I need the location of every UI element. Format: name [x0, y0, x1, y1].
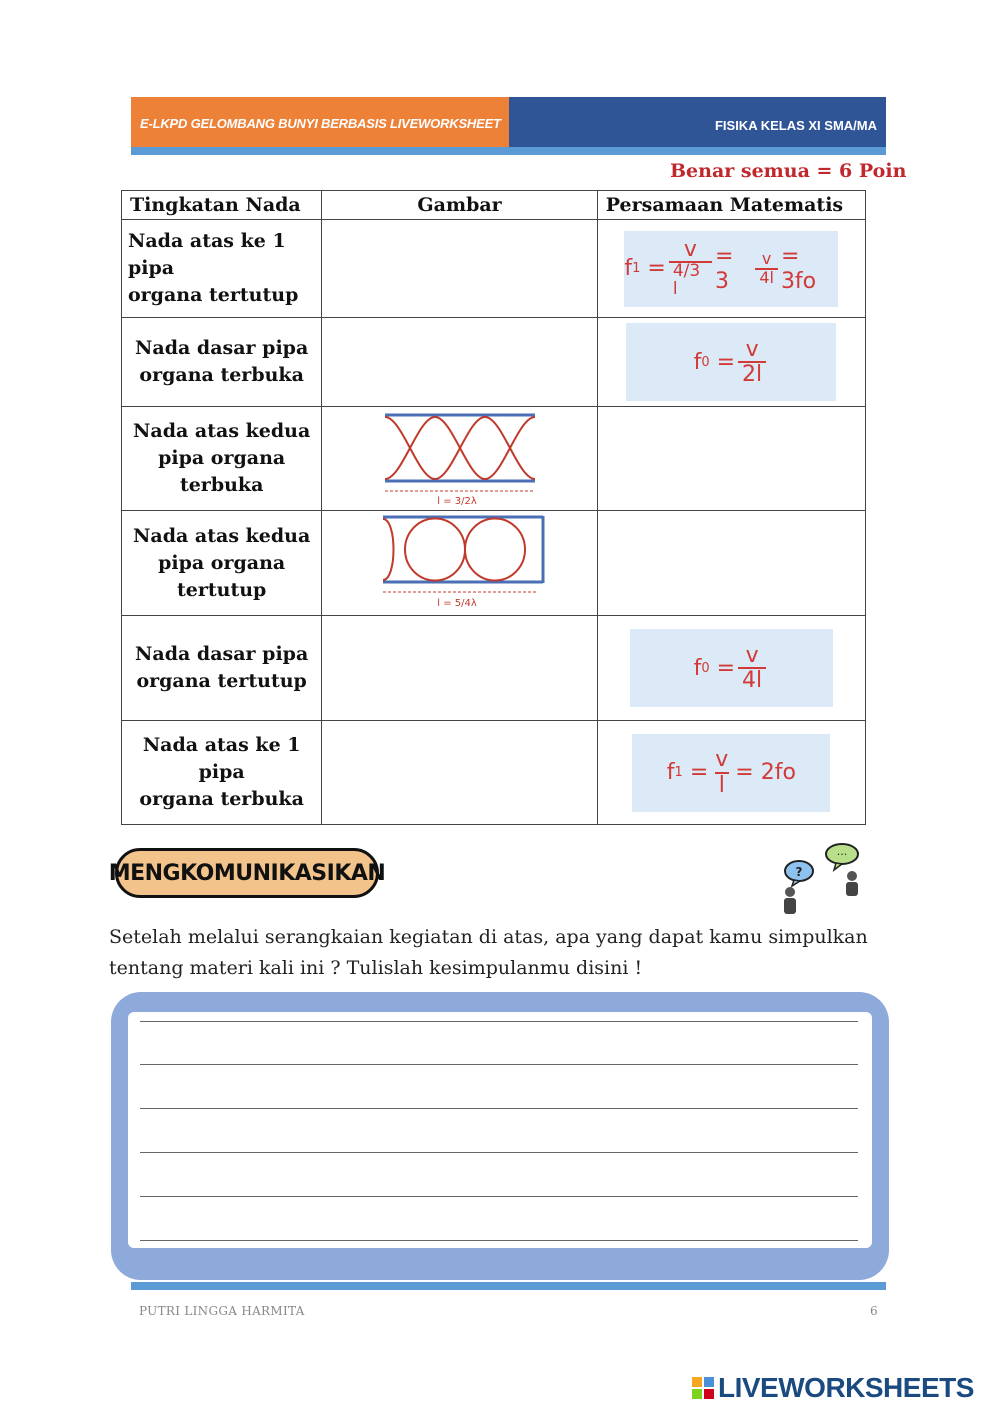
liveworksheets-icon — [692, 1377, 714, 1399]
table-header-row — [122, 191, 866, 220]
formula-f0-open: f 0 = $\frac{v}{2l}$ — [626, 323, 836, 401]
row-label: Nada atas kedua pipa organa tertutup — [122, 511, 322, 616]
header-tingkatan: Tingkatan Nada — [122, 191, 322, 220]
row-label: Nada dasar pipa organa terbuka — [122, 318, 322, 407]
image-cell — [322, 407, 597, 511]
page-number: 6 — [870, 1304, 878, 1318]
table-row — [122, 616, 866, 721]
answer-rule — [140, 1152, 858, 1153]
header-strip — [131, 147, 886, 155]
formula-cell[interactable] — [597, 511, 865, 616]
formula-f1-closed: f 1 = $\frac{v}{4/3 l}$ = 3 $\frac{v}{4l}$ = 3fo — [624, 231, 838, 307]
header-left-title: E-LKPD GELOMBANG BUNYI BERBASIS LIVEWORKSHEET — [140, 116, 501, 131]
length-label: l = 5/4λ — [436, 598, 477, 609]
formula-cell[interactable] — [597, 721, 865, 825]
image-drop-cell[interactable] — [322, 220, 597, 318]
image-drop-cell[interactable] — [322, 318, 597, 407]
table-row — [122, 511, 866, 616]
answer-rule — [140, 1064, 858, 1065]
formula-cell[interactable] — [597, 616, 865, 721]
section-badge: MENGKOMUNIKASIKAN — [115, 848, 379, 898]
image-drop-cell[interactable] — [322, 616, 597, 721]
row-label: Nada atas ke 1 pipa organa tertutup — [122, 220, 322, 318]
instruction-text: Setelah melalui serangkaian kegiatan di atas, apa yang dapat kamu simpulkan tentang materi kali ini ? Tulislah kesimpulanmu disini ! — [109, 926, 868, 979]
length-label: l = 3/2λ — [436, 495, 477, 505]
header-gambar: Gambar — [322, 191, 597, 220]
header-persamaan: Persamaan Matematis — [597, 191, 865, 220]
table-row — [122, 407, 866, 511]
formula-f1-open: f 1 = $\frac{v}{l}$ = 2fo — [632, 734, 830, 812]
footer-author: PUTRI LINGGA HARMITA — [139, 1304, 305, 1318]
formula-f0-closed: f 0 = $\frac{v}{4l}$ — [630, 629, 833, 707]
formula-cell[interactable] — [597, 220, 865, 318]
table-row — [122, 220, 866, 318]
tone-table — [121, 190, 866, 825]
formula-cell[interactable] — [597, 407, 865, 511]
table-row — [122, 318, 866, 407]
footer-strip — [131, 1282, 886, 1290]
liveworksheets-logo[interactable]: LIVEWORKSHEETS — [692, 1372, 974, 1404]
image-cell — [322, 511, 597, 616]
formula-cell[interactable] — [597, 318, 865, 407]
answer-rule — [140, 1108, 858, 1109]
svg-text:?: ? — [795, 865, 803, 879]
row-label: Nada dasar pipa organa tertutup — [122, 616, 322, 721]
row-label: Nada atas kedua pipa organa terbuka — [122, 407, 322, 511]
score-note: Benar semua = 6 Poin — [670, 160, 907, 182]
svg-text:···: ··· — [836, 848, 848, 861]
discussion-people-icon — [776, 840, 868, 918]
row-label: Nada atas ke 1 pipa organa terbuka — [122, 721, 322, 825]
answer-rule — [140, 1021, 858, 1022]
header-right-title: FISIKA KELAS XI SMA/MA — [714, 118, 877, 133]
answer-rule — [140, 1196, 858, 1197]
answer-rule — [140, 1240, 858, 1241]
open-pipe-second-overtone-diagram — [375, 409, 545, 505]
closed-pipe-second-overtone-diagram — [375, 512, 545, 610]
image-drop-cell[interactable] — [322, 721, 597, 825]
answer-textarea[interactable] — [128, 1012, 872, 1248]
table-row — [122, 721, 866, 825]
